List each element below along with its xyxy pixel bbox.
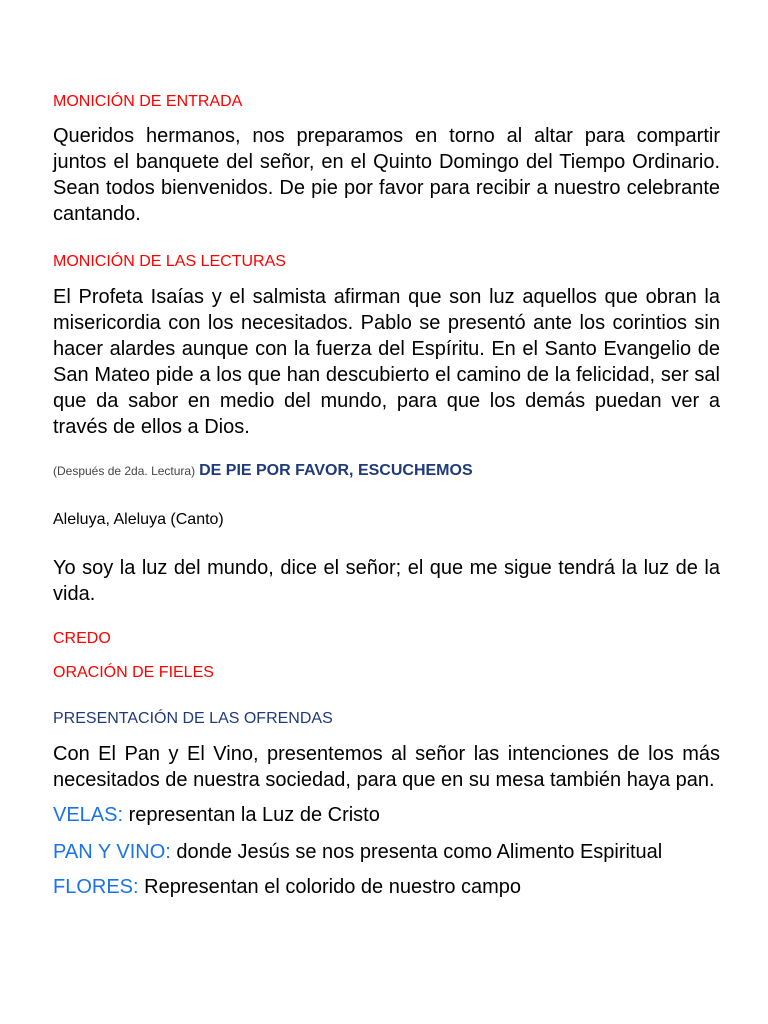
aleluya-label: Aleluya, Aleluya (Canto)	[53, 511, 224, 528]
segunda-lectura-note: (Después de 2da. Lectura)	[53, 464, 196, 478]
heading-ofrendas: PRESENTACIÓN DE LAS OFRENDAS	[53, 710, 333, 727]
segunda-lectura-line	[53, 462, 473, 480]
heading-oracion-fieles: ORACIÓN DE FIELES	[53, 664, 214, 681]
ofrenda-item-flores	[53, 874, 521, 900]
segunda-lectura-instruction: DE PIE POR FAVOR, ESCUCHEMOS	[199, 462, 473, 479]
paragraph-monicion-entrada: Queridos hermanos, nos preparamos en torno al altar para compartir juntos el banquete del señor, en el Quinto Domingo del Tiempo Ordinario. Sean todos bienvenidos. De pie por favor para recibir a nuestro celebrante cantando.	[53, 125, 720, 225]
paragraph-monicion-lecturas: El Profeta Isaías y el salmista afirman que son luz aquellos que obran la misericordia con los necesitados. Pablo se presentó ante los corintios sin hacer alardes aunque con la fuerza del Espíritu. En el Santo Evangelio de San Mateo pide a los que han descubierto el camino de la felicidad, ser sal que da sabor en medio del mundo, para que los demás puedan ver a través de ellos a Dios.	[53, 286, 720, 438]
paragraph-ofrendas: Con El Pan y El Vino, presentemos al señor las intenciones de los más necesitados de nuestra sociedad, para que en su mesa también haya pan.	[53, 743, 720, 791]
ofrenda-item-pan-vino	[53, 839, 662, 865]
ofrenda-item-value: donde Jesús se nos presenta como Alimento Espiritual	[170, 841, 663, 863]
heading-credo: CREDO	[53, 630, 111, 647]
ofrenda-item-key: VELAS:	[53, 804, 124, 826]
ofrenda-item-velas	[53, 802, 380, 828]
ofrenda-item-value: Representan el colorido de nuestro campo	[138, 876, 522, 898]
ofrenda-item-value: representan la Luz de Cristo	[123, 804, 380, 826]
aleluya-verse: Yo soy la luz del mundo, dice el señor; el que me sigue tendrá la luz de la vida.	[53, 557, 720, 605]
ofrenda-item-key: FLORES:	[53, 876, 139, 898]
heading-monicion-lecturas: MONICIÓN DE LAS LECTURAS	[53, 253, 286, 270]
ofrenda-item-key: PAN Y VINO:	[53, 841, 171, 863]
heading-monicion-entrada: MONICIÓN DE ENTRADA	[53, 93, 243, 110]
